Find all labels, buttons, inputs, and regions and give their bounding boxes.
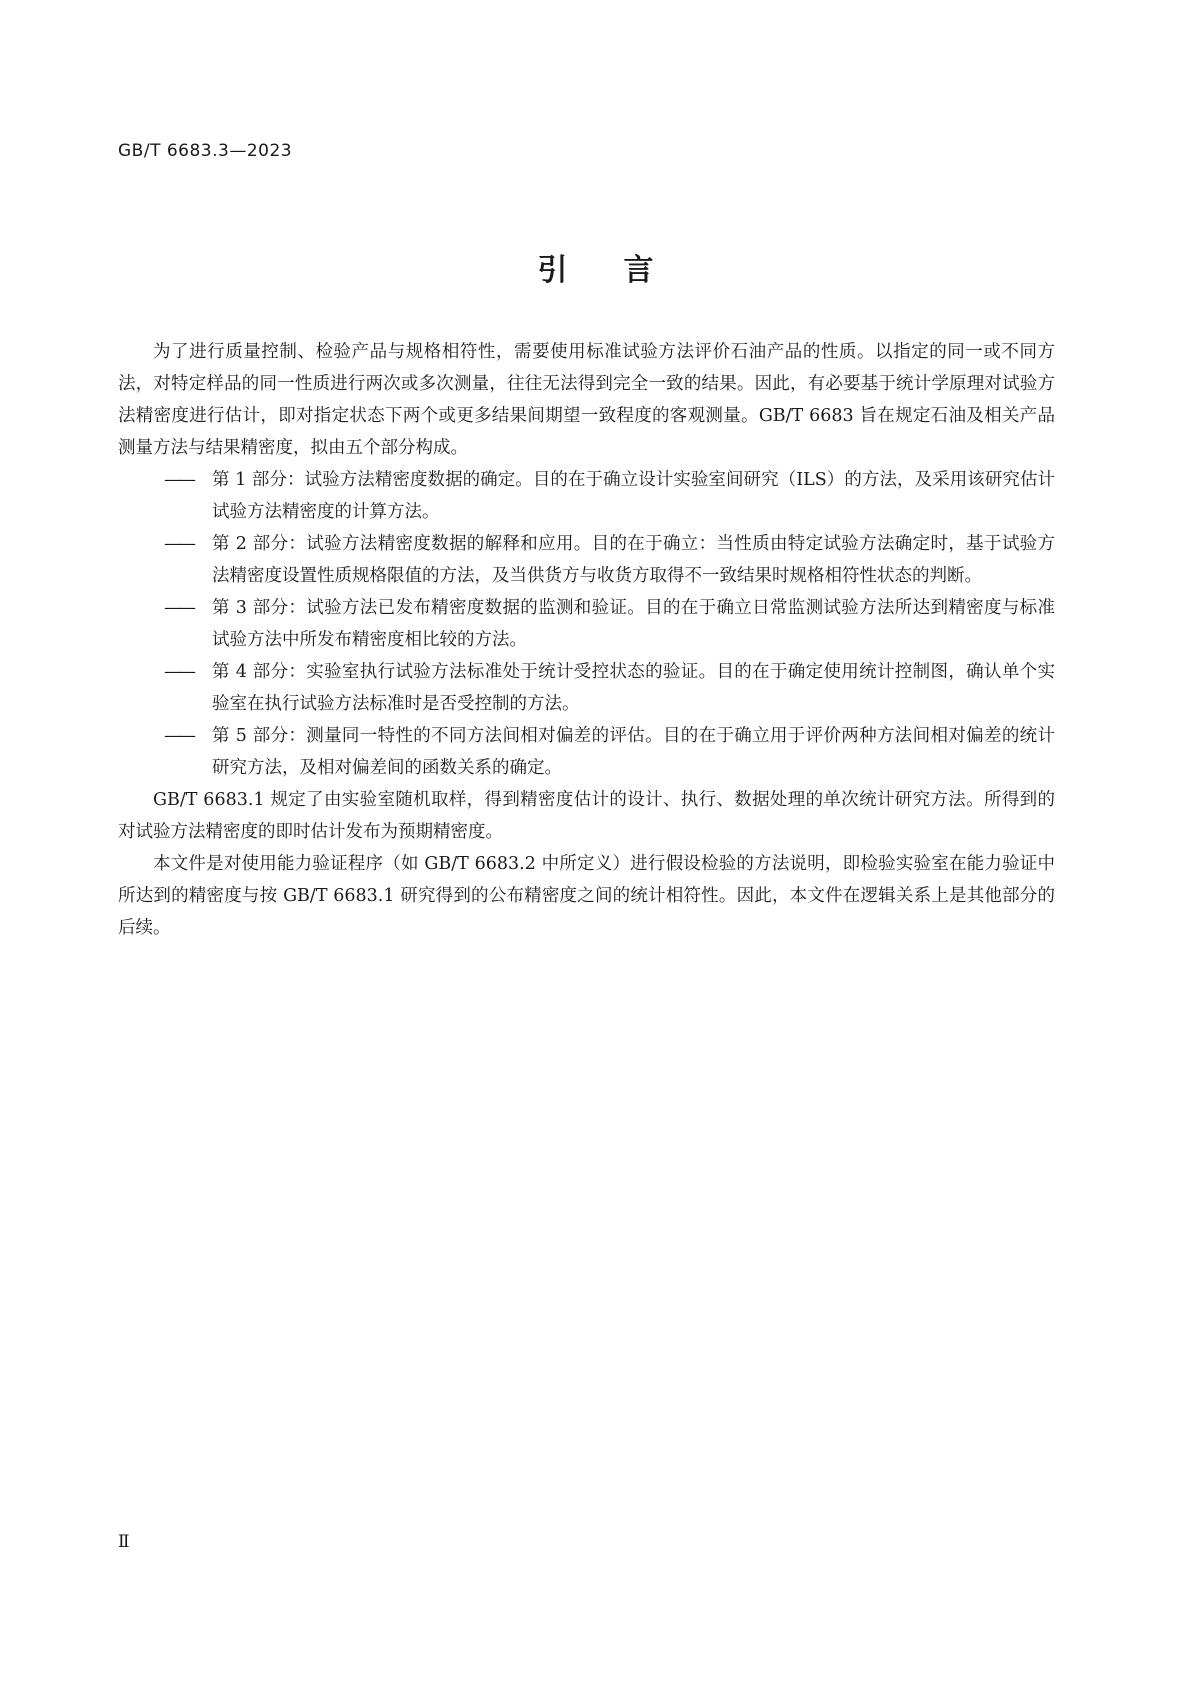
dash-marker: —— bbox=[164, 726, 193, 746]
dash-marker: —— bbox=[164, 598, 193, 618]
page-number: Ⅱ bbox=[118, 1532, 130, 1552]
list-item-text: 第 5 部分：测量同一特性的不同方法间相对偏差的评估。目的在于确立用于评价两种方法间相对偏差的统计研究方法，及相对偏差间的函数关系的确定。 bbox=[212, 726, 1055, 778]
list-item-part-5 bbox=[118, 720, 1055, 784]
part1-paragraph: GB/T 6683.1 规定了由实验室随机取样，得到精密度估计的设计、执行、数据处理的单次统计研究方法。所得到的对试验方法精密度的即时估计发布为预期精密度。 bbox=[118, 790, 1055, 842]
page-title: 引言 bbox=[537, 253, 710, 288]
list-item-part-1 bbox=[118, 464, 1055, 528]
introduction-body bbox=[118, 336, 1055, 944]
list-item-text: 第 4 部分：实验室执行试验方法标准处于统计受控状态的验证。目的在于确定使用统计控制图，确认单个实验室在执行试验方法标准时是否受控制的方法。 bbox=[212, 662, 1055, 714]
standard-code: GB/T 6683.3—2023 bbox=[118, 141, 293, 161]
dash-marker: —— bbox=[164, 662, 193, 682]
list-item-text: 第 1 部分：试验方法精密度数据的确定。目的在于确立设计实验室间研究（ILS）的方法，及采用该研究估计试验方法精密度的计算方法。 bbox=[212, 470, 1055, 522]
list-item-part-3 bbox=[118, 592, 1055, 656]
dash-marker: —— bbox=[164, 470, 193, 490]
list-item-text: 第 3 部分：试验方法已发布精密度数据的监测和验证。目的在于确立日常监测试验方法所达到精密度与标准试验方法中所发布精密度相比较的方法。 bbox=[212, 598, 1055, 650]
list-item-part-4 bbox=[118, 656, 1055, 720]
intro-paragraph: 为了进行质量控制、检验产品与规格相符性，需要使用标准试验方法评价石油产品的性质。以指定的同一或不同方法，对特定样品的同一性质进行两次或多次测量，往往无法得到完全一致的结果。因此，有必要基于统计学原理对试验方法精密度进行估计，即对指定状态下两个或更多结果间期望一致程度的客观测量。GB/T 6683 旨在规定石油及相关产品测量方法与结果精密度，拟由五个部分构成。 bbox=[118, 342, 1055, 458]
list-item-text: 第 2 部分：试验方法精密度数据的解释和应用。目的在于确立：当性质由特定试验方法确定时，基于试验方法精密度设置性质规格限值的方法，及当供货方与收货方取得不一致结果时规格相符性状态的判断。 bbox=[212, 534, 1055, 586]
this-document-paragraph: 本文件是对使用能力验证程序（如 GB/T 6683.2 中所定义）进行假设检验的方法说明，即检验实验室在能力验证中所达到的精密度与按 GB/T 6683.1 研究得到的公布精密度之间的统计相符性。因此，本文件在逻辑关系上是其他部分的后续。 bbox=[118, 854, 1055, 938]
dash-marker: —— bbox=[164, 534, 193, 554]
list-item-part-2 bbox=[118, 528, 1055, 592]
